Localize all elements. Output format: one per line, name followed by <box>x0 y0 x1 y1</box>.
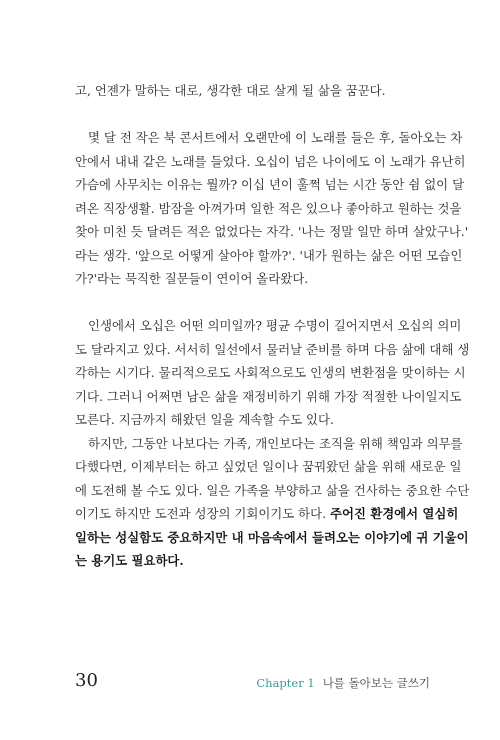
text-segment: 이기도 하지만 도전과 성장의 기회이기도 하다. <box>75 506 327 521</box>
text-line: 모른다. 지금까지 해왔던 일을 계속할 수도 있다. <box>75 412 334 427</box>
body-text <box>75 79 470 573</box>
chapter-label: Chapter 1 <box>256 676 315 690</box>
text-line: 다했다면, 이제부터는 하고 싶었던 일이나 꿈꿔왔던 삶을 위해 새로운 일 <box>75 459 462 474</box>
text-line <box>75 502 459 526</box>
paragraph-gap <box>75 103 427 127</box>
text-line: 가?'라는 묵직한 질문들이 연이어 올라왔다. <box>75 271 309 286</box>
text-line: 려온 직장생활. 밤잠을 아껴가며 일한 적은 있으나 좋아하고 원하는 것을 <box>75 200 462 216</box>
text-line: 기다. 그러니 어쩌면 남은 삶을 재정비하기 위해 가장 적절한 나이일지도 <box>75 388 462 404</box>
text-line: 가슴에 사무치는 이유는 뭘까? 이십 년이 훌쩍 넘는 시간 동안 쉼 없이 달 <box>75 177 465 192</box>
page-footer <box>75 670 430 698</box>
paragraph-gap <box>75 291 427 315</box>
page-number: 30 <box>75 670 98 691</box>
text-line: 라는 생각. '앞으로 어떻게 살아야 할까?'. '내가 원하는 삶은 어떤 모습인 <box>75 247 463 263</box>
text-line: 안에서 내내 같은 노래를 들었다. 오십이 넘은 나이에도 이 노래가 유난히 <box>75 153 466 169</box>
emphasis-line: 는 용기도 필요하다. <box>75 553 184 568</box>
chapter-title: 나를 돌아보는 글쓰기 <box>322 676 430 690</box>
text-line: 도 달라지고 있다. 서서히 일선에서 물러날 준비를 하며 다음 삶에 대해 생 <box>75 341 470 357</box>
text-line: 하지만, 그동안 나보다는 가족, 개인보다는 조직을 위해 책임과 의무를 <box>88 435 463 451</box>
text-line: 고, 언젠가 말하는 대로, 생각한 대로 살게 될 삶을 꿈꾼다. <box>75 83 386 98</box>
text-line: 찾아 미친 듯 달려든 적은 없었다는 자각. '나는 정말 일만 하며 살았구나.' <box>75 224 469 239</box>
text-line: 인생에서 오십은 어떤 의미일까? 평균 수명이 길어지면서 오십의 의미 <box>88 318 462 333</box>
emphasis-line: 일하는 성실함도 중요하지만 내 마음속에서 들려오는 이야기에 귀 기울이 <box>75 529 469 545</box>
text-line: 각하는 시기다. 물리적으로도 사회적으로도 인생의 변환점을 맞이하는 시 <box>75 365 466 380</box>
running-header <box>256 675 430 691</box>
text-line: 몇 달 전 작은 북 콘서트에서 오랜만에 이 노래를 들은 후, 돌아오는 차 <box>88 130 463 145</box>
text-line: 에 도전해 볼 수도 있다. 일은 가족을 부양하고 삶을 건사하는 중요한 수단 <box>75 482 470 498</box>
emphasis-text: 주어진 환경에서 열심히 <box>330 506 459 521</box>
